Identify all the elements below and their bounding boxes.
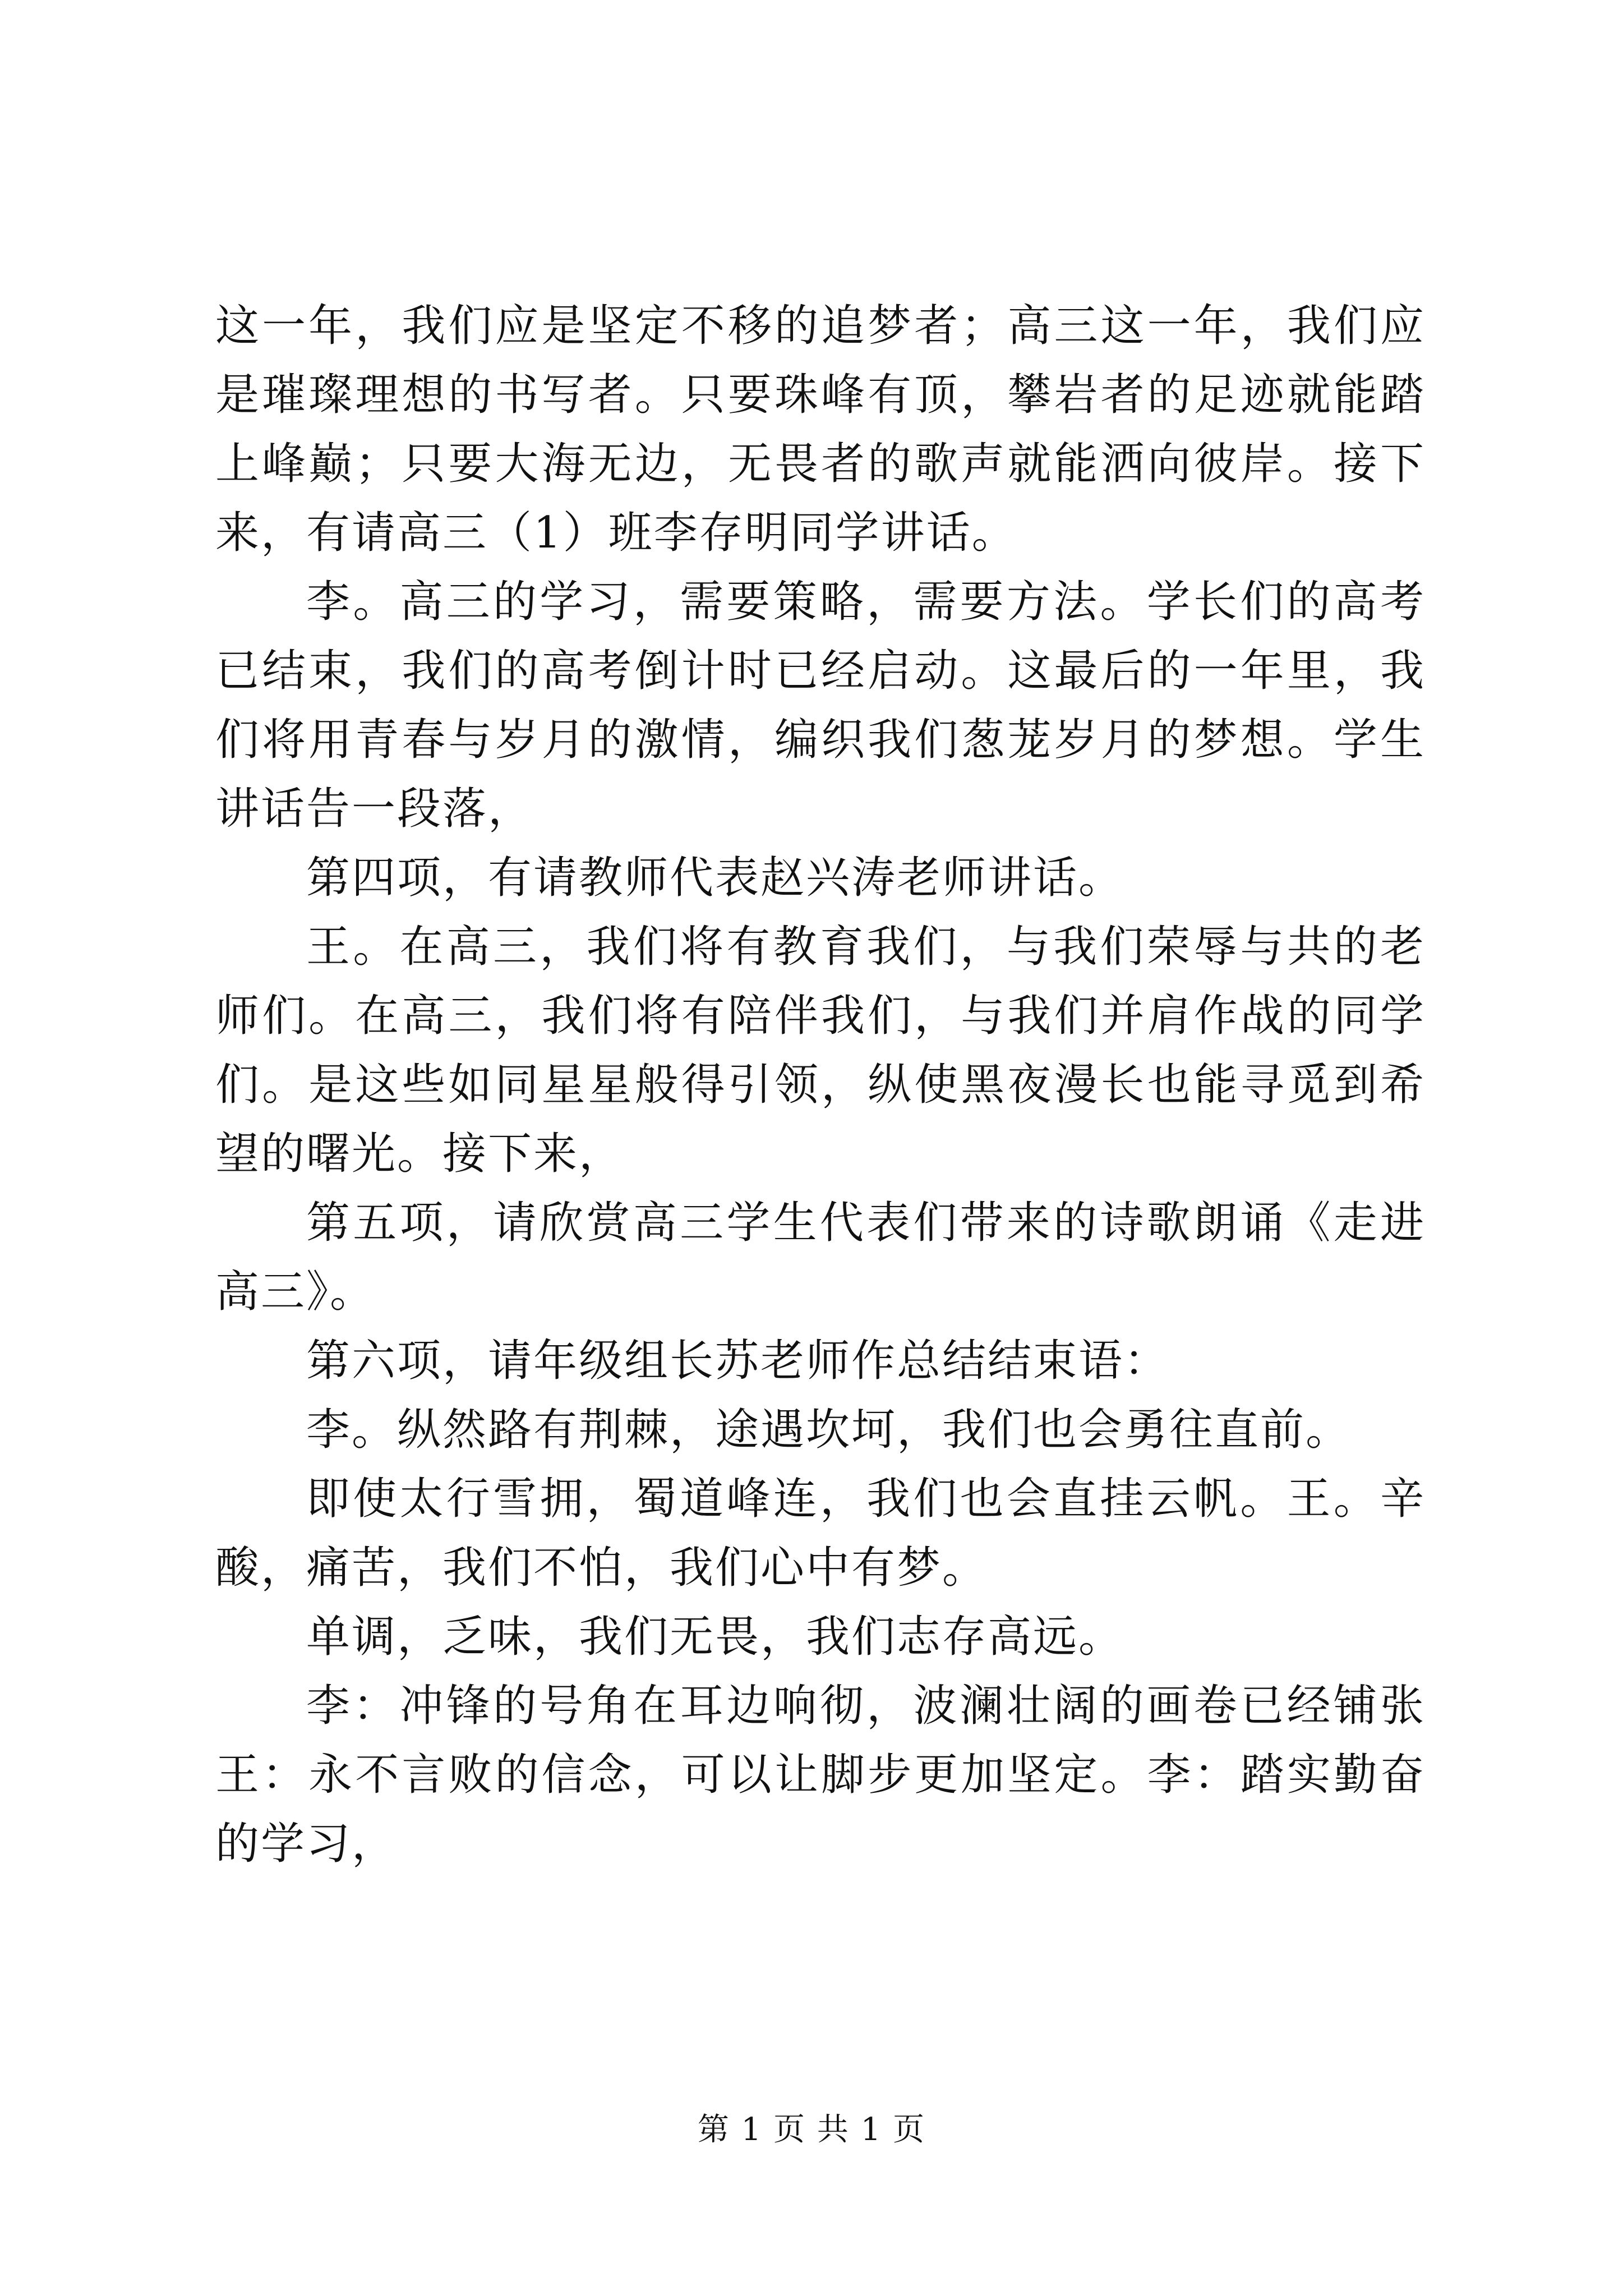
paragraph-1: 这一年，我们应是坚定不移的追梦者；高三这一年，我们应是璀璨理想的书写者。只要珠峰有顶，攀岩者的足迹就能踏上峰巅；只要大海无边，无畏者的歌声就能洒向彼岸。接下来，有请高三（1）班李存明同学讲话。 [215, 301, 1426, 558]
paragraph-8: 即使太行雪拥，蜀道峰连，我们也会直挂云帆。王。辛酸，痛苦，我们不怕，我们心中有梦。 [215, 1474, 1426, 1593]
paragraph-3: 第四项，有请教师代表赵兴涛老师讲话。 [306, 853, 1124, 903]
paragraph-7: 李。纵然路有荆棘，途遇坎坷，我们也会勇往直前。 [306, 1405, 1352, 1455]
paragraph-6: 第六项，请年级组长苏老师作总结结束语： [306, 1336, 1170, 1386]
paragraph-9: 单调，乏味，我们无畏，我们志存高远。 [306, 1612, 1124, 1662]
paragraph-10: 李：冲锋的号角在耳边响彻，波澜壮阔的画卷已经铺张王：永不言败的信念，可以让脚步更加坚定。李：踏实勤奋的学习， [215, 1681, 1426, 1869]
paragraph-5: 第五项，请欣赏高三学生代表们带来的诗歌朗诵《走进高三》。 [215, 1198, 1426, 1317]
document-body [215, 292, 1426, 1879]
page-footer: 第 1 页 共 1 页 [697, 2111, 926, 2148]
paragraph-2: 李。高三的学习，需要策略，需要方法。学长们的高考已结束，我们的高考倒计时已经启动。这最后的一年里，我们将用青春与岁月的激情，编织我们葱茏岁月的梦想。学生讲话告一段落， [215, 577, 1426, 834]
paragraph-4: 王。在高三，我们将有教育我们，与我们荣辱与共的老师们。在高三，我们将有陪伴我们，与我们并肩作战的同学们。是这些如同星星般得引领，纵使黑夜漫长也能寻觅到希望的曙光。接下来， [215, 922, 1426, 1179]
